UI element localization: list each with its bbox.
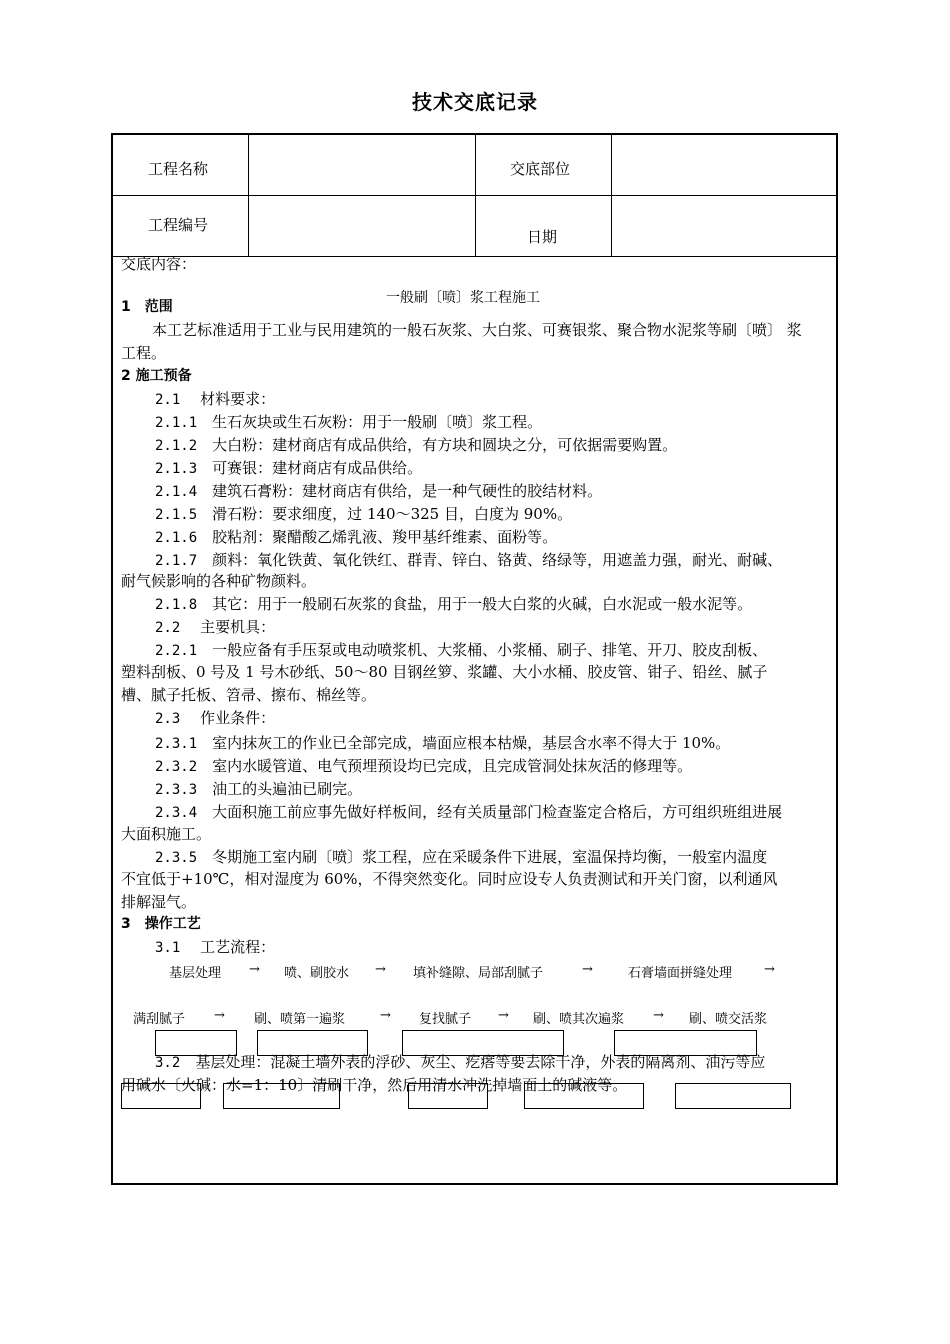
flow-box	[675, 1083, 791, 1109]
item-2-2: 2.2 主要机具：	[155, 618, 276, 636]
flow-step: 刷、喷交活浆	[689, 1012, 768, 1027]
section-2-heading: 2 施工预备	[121, 368, 192, 384]
flow-arrow-icon: →	[375, 962, 386, 977]
flow-arrow-icon: →	[764, 962, 775, 977]
flow-arrow-icon: →	[653, 1008, 664, 1023]
flow-step: 复找腻子	[419, 1012, 472, 1027]
flow-arrow-icon: →	[380, 1008, 391, 1023]
section-1-para-cont: 工程。	[121, 344, 167, 362]
section-1-para: 本工艺标准适用于工业与民用建筑的一般石灰浆、大白浆、可赛银浆、聚合物水泥浆等刷〔喷〕 浆	[152, 321, 802, 339]
flow-arrow-icon: →	[498, 1008, 509, 1023]
item-2-1: 2.1 材料要求：	[155, 390, 276, 408]
flow-arrow-icon: →	[214, 1008, 225, 1023]
item-2-1-7: 2.1.7 颜料：氧化铁黄、氧化铁红、群青、锌白、铬黄、络绿等，用遮盖力强，耐光、耐碱、	[155, 551, 783, 569]
item-3-1: 3.1 工艺流程：	[155, 938, 276, 956]
section-3-heading: 3 操作工艺	[121, 916, 201, 932]
date-label: 日期	[527, 228, 558, 246]
item-2-1-4: 2.1.4 建筑石膏粉：建材商店有供给，是一种气硬性的胶结材料。	[155, 482, 603, 500]
flow-step: 刷、喷其次遍浆	[533, 1012, 625, 1027]
item-2-1-3: 2.1.3 可赛银：建材商店有成品供给。	[155, 459, 423, 477]
grid-line	[248, 133, 249, 256]
item-2-3-3: 2.3.3 油工的头遍油已刷完。	[155, 780, 363, 798]
item-2-3-5-cont1: 不宜低于+10℃，相对湿度为 60%，不得突然变化。同时应设专人负责测试和开关门窗，以利通风	[121, 870, 778, 888]
flow-step: 满刮腻子	[133, 1012, 186, 1027]
flow-step: 石膏墙面拼缝处理	[628, 966, 733, 981]
flow-step: 填补缝隙、局部刮腻子	[413, 966, 544, 981]
item-2-1-2: 2.1.2 大白粉：建材商店有成品供给，有方块和圆块之分，可依据需要购置。	[155, 436, 678, 454]
item-2-1-5: 2.1.5 滑石粉：要求细度，过 140～325 目，白度为 90%。	[155, 505, 573, 523]
item-2-1-6: 2.1.6 胶粘剂：聚醋酸乙烯乳液、羧甲基纤维素、面粉等。	[155, 528, 558, 546]
item-2-2-1-cont1: 塑料刮板、0 号及 1 号木砂纸、50～80 目钢丝箩、浆罐、大小水桶、胶皮管、钳子、铅丝、腻子	[121, 663, 768, 681]
content-label: 交底内容：	[121, 255, 197, 273]
item-2-3-5: 2.3.5 冬期施工室内刷〔喷〕浆工程，应在采暖条件下进展，室温保持均衡，一般室内温度	[155, 848, 768, 866]
item-2-3: 2.3 作业条件：	[155, 709, 276, 727]
grid-line	[475, 133, 476, 256]
item-2-3-4: 2.3.4 大面积施工前应事先做好样板间，经有关质量部门检查鉴定合格后，方可组织班组进展	[155, 803, 783, 821]
flow-arrow-icon: →	[582, 962, 593, 977]
flow-step: 基层处理	[169, 966, 222, 981]
document-title: 技术交底记录	[412, 90, 538, 114]
project-no-label: 工程编号	[148, 216, 209, 234]
item-3-2: 3.2 基层处理：混凝土墙外表的浮砂、灰尘、疙瘩等要去除干净，外表的隔离剂、油污等应	[155, 1053, 766, 1071]
grid-line	[611, 133, 612, 256]
item-2-3-4-cont: 大面积施工。	[121, 825, 212, 843]
item-2-3-1: 2.3.1 室内抹灰工的作业已全部完成，墙面应根本枯燥，基层含水率不得大于 10%。	[155, 734, 731, 752]
flow-arrow-icon: →	[249, 962, 260, 977]
item-2-3-5-cont2: 排解湿气。	[121, 893, 197, 911]
flow-step: 喷、刷胶水	[284, 966, 350, 981]
item-3-2-cont: 用碱水〔火碱：水=1：10〕清刷干净，然后用清水冲洗掉墙面上的碱液等。	[121, 1076, 628, 1094]
item-2-2-1-cont2: 槽、腻子托板、笤帚、擦布、棉丝等。	[121, 686, 377, 704]
flow-step: 刷、喷第一遍浆	[254, 1012, 346, 1027]
item-2-3-2: 2.3.2 室内水暖管道、电气预埋预设均已完成，且完成管洞处抹灰活的修理等。	[155, 757, 693, 775]
grid-line	[111, 256, 838, 257]
part-label: 交底部位	[510, 160, 571, 178]
item-2-1-8: 2.1.8 其它：用于一般刷石灰浆的食盐，用于一般大白浆的火碱，白水泥或一般水泥等。	[155, 595, 753, 613]
project-name-label: 工程名称	[148, 160, 209, 178]
item-2-1-7-cont: 耐气候影响的各种矿物颜料。	[121, 572, 317, 590]
subject-title: 一般刷〔喷〕浆工程施工	[386, 290, 540, 306]
item-2-2-1: 2.2.1 一般应备有手压泵或电动喷浆机、大浆桶、小浆桶、刷子、排笔、开刀、胶皮刮板、	[155, 641, 768, 659]
section-1-heading: 1 范围	[121, 299, 173, 315]
item-2-1-1: 2.1.1 生石灰块或生石灰粉：用于一般刷〔喷〕浆工程。	[155, 413, 543, 431]
